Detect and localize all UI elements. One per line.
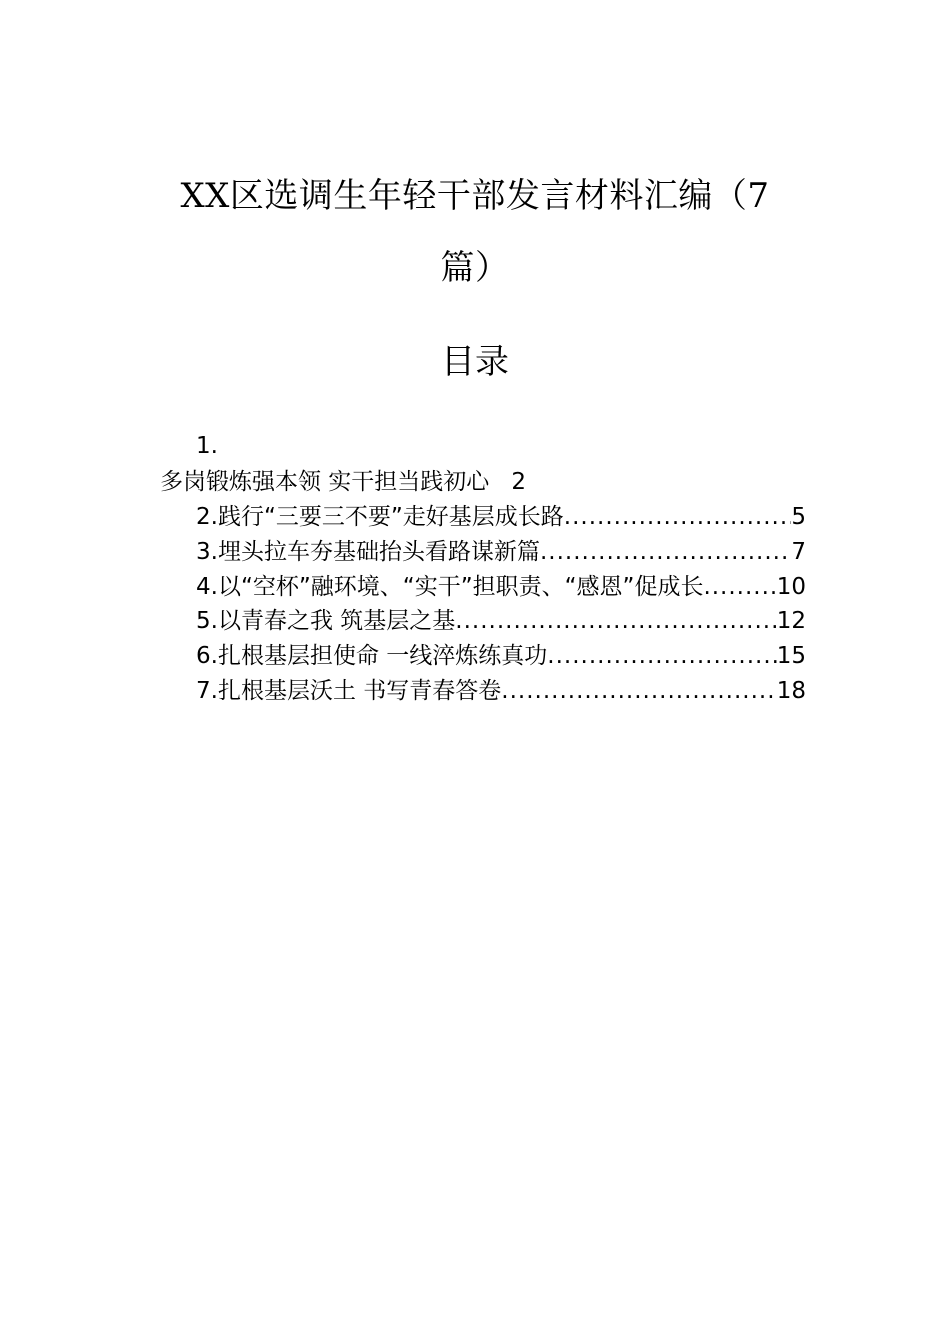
- document-title-line-2: 篇）: [440, 248, 510, 288]
- toc-entry-1[interactable]: [160, 464, 806, 500]
- toc-entry-page: 12: [776, 608, 806, 635]
- dot-leader: [540, 535, 791, 570]
- toc-entry-title: 6.扎根基层担使命 一线淬炼练真功: [196, 643, 548, 670]
- table-of-contents: [160, 428, 806, 709]
- dot-leader: [703, 570, 776, 605]
- toc-entry-4[interactable]: [160, 570, 806, 605]
- toc-entry-page: 7: [791, 538, 806, 565]
- document-title: [160, 160, 790, 304]
- toc-entry-title: 4.以“空杯”融环境、“实干”担职责、“感恩”促成长: [196, 573, 704, 600]
- toc-entry-title: 5.以青春之我 筑基层之基: [196, 608, 456, 635]
- dot-leader: [564, 500, 792, 535]
- toc-entry-6[interactable]: [160, 639, 806, 674]
- toc-entry-title: 3.埋头拉车夯基础抬头看路谋新篇: [196, 538, 540, 565]
- toc-entry-1-number[interactable]: 1.: [196, 433, 218, 459]
- toc-entry-1-title: 多岗锻炼强本领 实干担当践初心: [160, 469, 490, 495]
- toc-entry-7[interactable]: [160, 674, 806, 709]
- dot-leader: [547, 639, 776, 674]
- toc-entry-title: 7.扎根基层沃土 书写青春答卷: [196, 677, 502, 704]
- document-title-line-1: XX区选调生年轻干部发言材料汇编（7: [180, 176, 770, 216]
- toc-entry-page: 10: [776, 573, 806, 600]
- toc-entry-title: 2.践行“三要三不要”走好基层成长路: [196, 504, 564, 530]
- toc-entry-2[interactable]: [160, 500, 806, 535]
- toc-entry-page: 15: [776, 643, 806, 670]
- toc-entry-page: 18: [776, 677, 806, 704]
- dot-leader: [455, 604, 776, 639]
- toc-entry-1-page: 2: [511, 469, 526, 495]
- dot-leader: [501, 674, 776, 709]
- toc-entry-3[interactable]: [160, 535, 806, 570]
- toc-entry-page: 5: [791, 504, 806, 530]
- toc-entry-5[interactable]: [160, 604, 806, 639]
- toc-heading: 目录: [441, 342, 509, 382]
